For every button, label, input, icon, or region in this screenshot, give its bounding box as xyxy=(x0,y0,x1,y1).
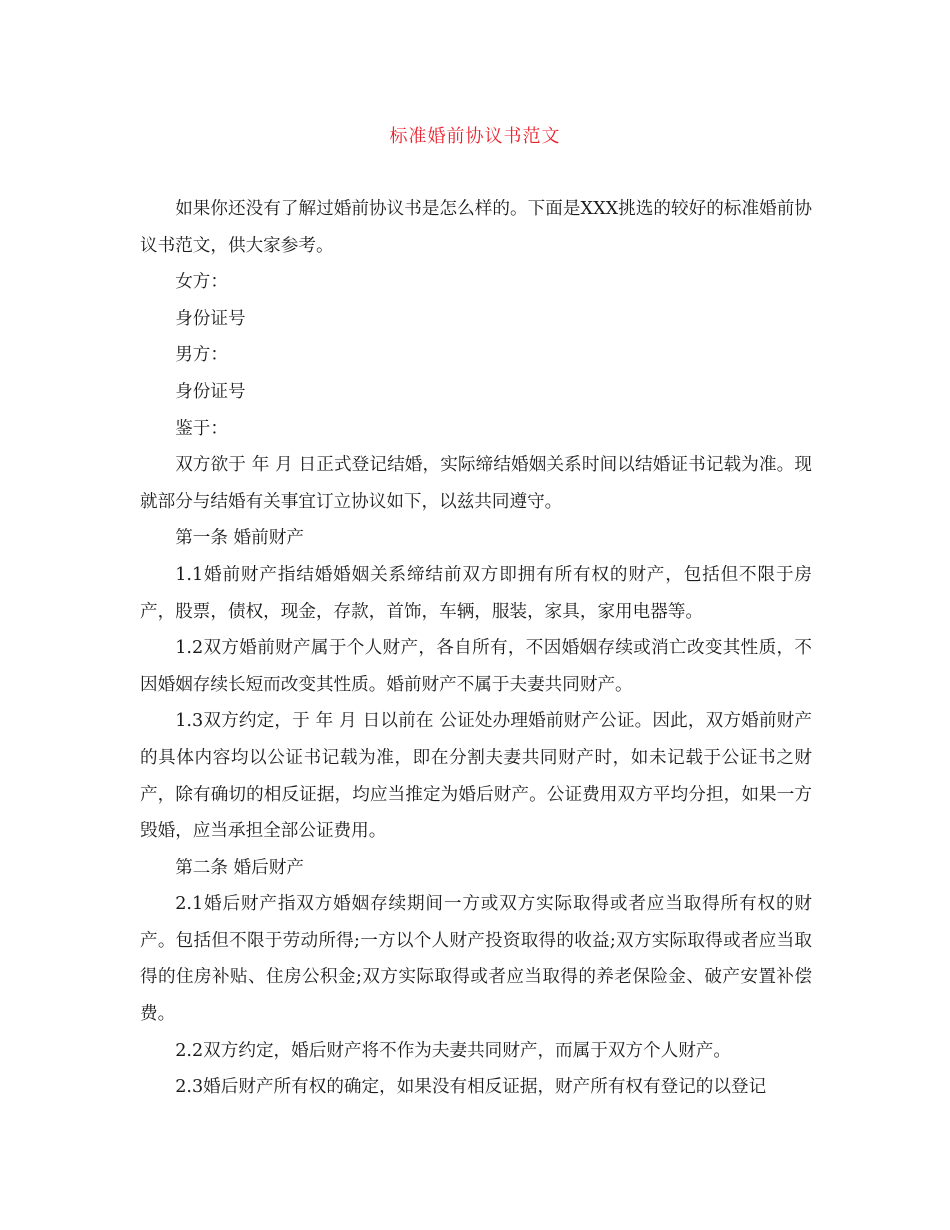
female-id-label: 身份证号 xyxy=(175,308,246,329)
clause-2-1: 2.1婚后财产指双方婚姻存续期间一方或双方实际取得或者应当取得所有权的财产。包括但不限于劳动所得;一方以个人财产投资取得的收益;双方实际取得或者应当取得的住房补贴、住房公积金;双方实际取得或者应当取得的养老保险金、破产安置补偿费。 xyxy=(140,894,812,1025)
article-2-heading: 第二条 婚后财产 xyxy=(175,857,304,878)
clause-1-2: 1.2双方婚前财产属于个人财产，各自所有，不因婚姻存续或消亡改变其性质，不因婚姻存续长短而改变其性质。婚前财产不属于夫妻共同财产。 xyxy=(140,638,812,695)
male-id-label: 身份证号 xyxy=(175,381,246,402)
whereas-label: 鉴于： xyxy=(175,418,228,439)
female-party-label: 女方： xyxy=(175,272,228,293)
intro-paragraph: 如果你还没有了解过婚前协议书是怎么样的。下面是XXX挑选的较好的标准婚前协议书范文，供大家参考。 xyxy=(140,199,812,256)
article-1-heading: 第一条 婚前财产 xyxy=(175,528,304,549)
preamble-paragraph: 双方欲于 年 月 日正式登记结婚，实际缔结婚姻关系时间以结婚证书记载为准。现就部分与结婚有关事宜订立协议如下，以兹共同遵守。 xyxy=(140,455,812,512)
clause-2-3: 2.3婚后财产所有权的确定，如果没有相反证据，财产所有权有登记的以登记 xyxy=(175,1077,767,1098)
male-party-label: 男方： xyxy=(175,345,228,366)
clause-1-3: 1.3双方约定，于 年 月 日以前在 公证处办理婚前财产公证。因此，双方婚前财产的具体内容均以公证书记载为准，即在分割夫妻共同财产时，如未记载于公证书之财产，除有确切的相反证据，均应当推定为婚后财产。公证费用双方平均分担，如果一方毁婚，应当承担全部公证费用。 xyxy=(140,711,812,842)
clause-2-2: 2.2双方约定，婚后财产将不作为夫妻共同财产，而属于双方个人财产。 xyxy=(175,1040,731,1061)
document-body xyxy=(140,191,812,1106)
clause-1-1: 1.1婚前财产指结婚婚姻关系缔结前双方即拥有所有权的财产，包括但不限于房产，股票，债权，现金，存款，首饰，车辆，服装，家具，家用电器等。 xyxy=(140,564,812,622)
document-title: 标准婚前协议书范文 xyxy=(389,126,561,147)
